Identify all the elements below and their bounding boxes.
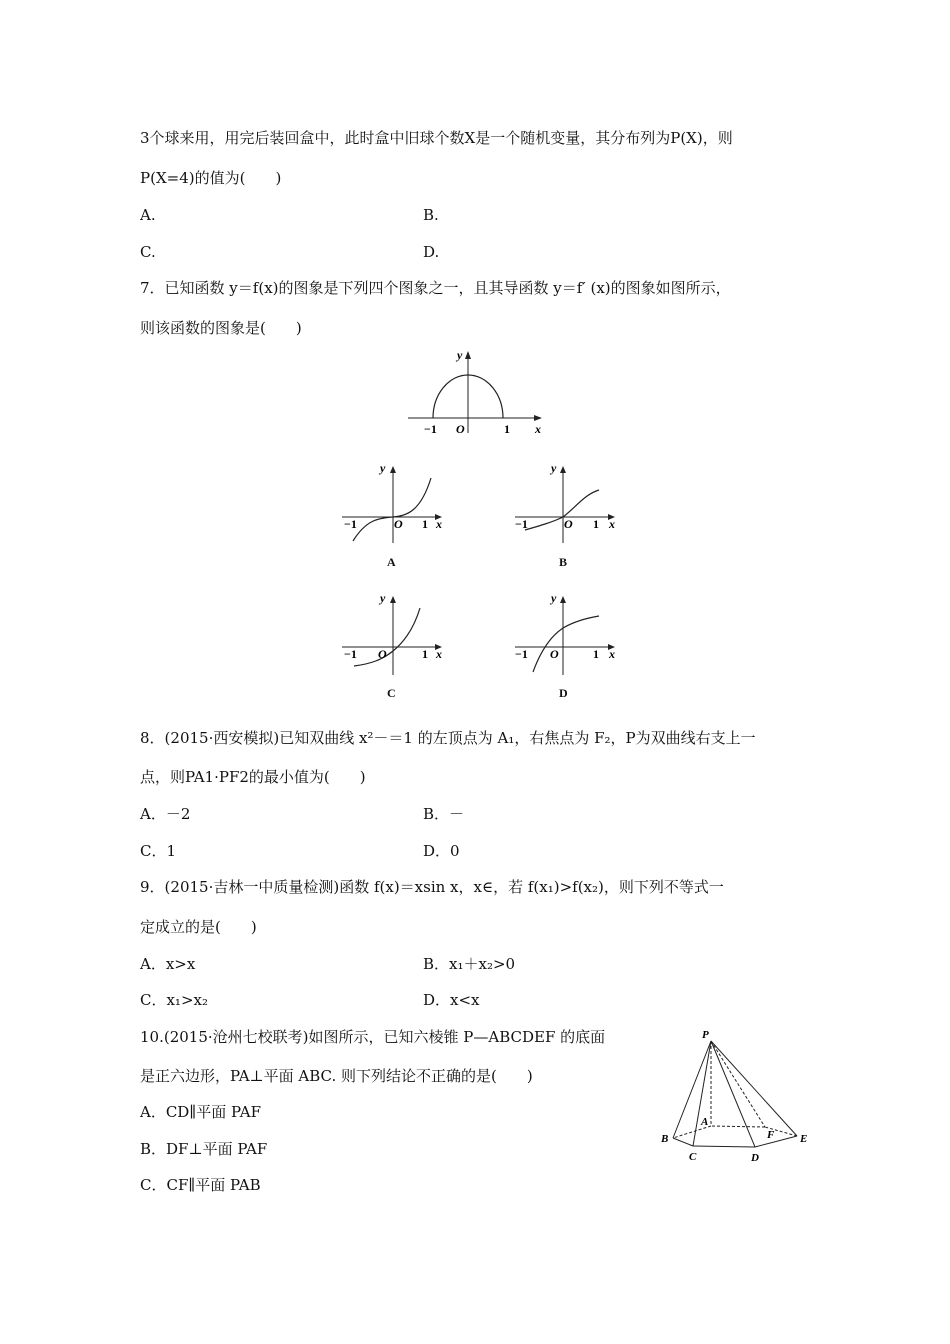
graph-a-label: A [387,555,396,569]
neg-one-label: −1 [344,517,357,531]
origin-label: O [378,647,387,661]
graph-d-label: D [559,686,568,700]
x-axis-label: x [436,647,442,661]
vertex-c-label: C [689,1151,697,1163]
q9-option-b: B．x₁＋x₂>0 [423,955,516,973]
q8-option-d: D．0 [423,842,460,860]
y-axis-label: y [380,591,386,605]
y-axis-arrow [560,596,566,603]
x-axis-label: x [535,422,541,436]
one-label: 1 [422,517,428,531]
q8-option-a: A．－2 [140,805,191,823]
edge-pd [711,1041,755,1147]
vertex-d-label: D [751,1152,759,1164]
edge-fa [711,1126,765,1127]
edge-de [755,1136,797,1147]
y-axis-label: y [380,461,386,475]
x-axis-arrow [534,415,542,421]
y-axis-label: y [551,461,557,475]
q8-text-line-2: 点，则PA1·PF2的最小值为( ) [140,768,366,786]
vertex-e-label: E [800,1133,808,1145]
q6-text-line-1: 3个球来用，用完后装回盒中，此时盒中旧球个数X是一个随机变量，其分布列为P(X)，则 [140,129,733,147]
vertex-a-label: A [701,1116,709,1128]
graph-a [338,458,448,548]
neg-one-label: −1 [344,647,357,661]
q9-option-a: A．x>x [140,955,196,973]
q8-text-line-1: 8．(2015·西安模拟)已知双曲线 x²－＝1 的左顶点为 A₁，右焦点为 F₂，P为双曲线右支上一 [140,729,756,747]
q7-text-line-1: 7．已知函数 y＝f(x)的图象是下列四个图象之一，且其导函数 y＝f′ (x)的图象如图所示， [140,279,731,297]
q6-option-d: D. [423,243,440,261]
y-axis-arrow [390,466,396,473]
x-axis-label: x [609,647,615,661]
one-label: 1 [593,647,599,661]
curve-b [525,490,599,530]
y-axis-label: y [551,591,557,605]
y-axis-arrow [390,596,396,603]
edge-cd [693,1146,755,1147]
q9-text-line-2: 定成立的是( ) [140,918,257,936]
vertex-b-label: B [661,1133,669,1145]
q6-option-b: B. [423,206,439,224]
one-label: 1 [593,517,599,531]
graph-c [338,588,448,680]
graph-b-label: B [559,555,568,569]
edge-pc [693,1041,711,1146]
x-axis-label: x [609,517,615,531]
q10-text-line-1: 10.(2015·沧州七校联考)如图所示，已知六棱锥 P—ABCDEF 的底面 [140,1028,606,1046]
origin-label: O [550,647,559,661]
y-axis-label: y [457,348,463,362]
q10-option-b: B．DF⊥平面 PAF [140,1140,268,1158]
graph-b [511,458,621,548]
hexagonal-pyramid-figure [655,1025,825,1165]
one-label: 1 [422,647,428,661]
q7-text-line-2: 则该函数的图象是( ) [140,319,302,337]
q10-text-line-2: 是正六边形，PA⊥平面 ABC. 则下列结论不正确的是( ) [140,1067,533,1085]
q10-option-a: A．CD∥平面 PAF [140,1103,261,1121]
neg-one-label: −1 [515,647,528,661]
q10-option-c: C．CF∥平面 PAB [140,1176,261,1194]
edge-bc [673,1138,693,1146]
x-axis-label: x [436,517,442,531]
vertex-f-label: F [767,1129,775,1141]
y-axis-arrow [465,351,471,359]
y-axis-arrow [560,466,566,473]
q6-text-line-2: P(X=4)的值为( ) [140,169,282,187]
origin-label: O [394,517,403,531]
edge-pe [711,1041,797,1136]
q8-option-b: B．－ [423,805,465,823]
q8-option-c: C．1 [140,842,177,860]
vertex-p-label: P [702,1029,709,1041]
neg-one-label: −1 [515,517,528,531]
origin-label: O [564,517,573,531]
graph-c-label: C [387,686,396,700]
q9-option-d: D．x<x [423,991,480,1009]
derivative-graph [400,345,550,437]
edge-pf [711,1041,765,1127]
origin-label: O [456,422,465,436]
one-label: 1 [504,422,510,436]
neg-one-label: −1 [424,422,437,436]
q9-text-line-1: 9．(2015·吉林一中质量检测)函数 f(x)＝xsin x，x∈，若 f(x₁)>f(x₂)，则下列不等式一 [140,878,724,896]
q9-option-c: C．x₁>x₂ [140,991,208,1009]
q6-option-c: C. [140,243,156,261]
graph-d [511,588,621,680]
q6-option-a: A. [140,206,156,224]
curve-a [353,478,431,541]
curve-d [533,616,599,672]
curve-c [354,608,420,666]
